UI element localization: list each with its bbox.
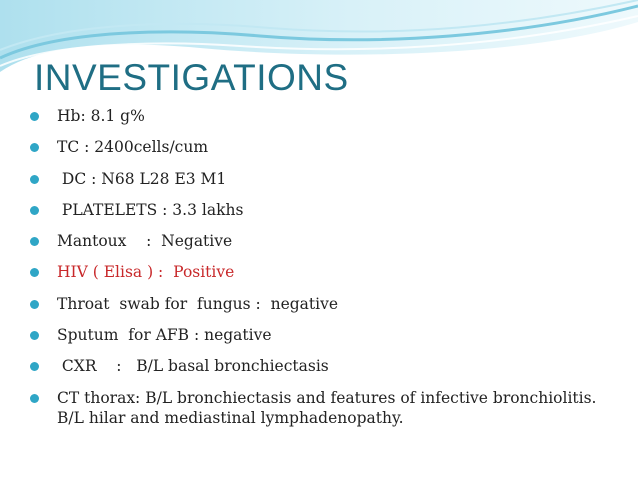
list-item bbox=[30, 356, 620, 376]
slide-title: INVESTIGATIONS bbox=[34, 57, 349, 98]
bullet-icon bbox=[30, 300, 39, 309]
item-text: Sputum for AFB : negative bbox=[57, 326, 272, 345]
list-item bbox=[30, 388, 622, 428]
list-item bbox=[30, 200, 620, 220]
bullet-icon bbox=[30, 112, 39, 121]
item-text: HIV ( Elisa ) : Positive bbox=[57, 263, 235, 282]
item-text: DC : N68 L28 E3 M1 bbox=[57, 169, 227, 188]
list-item-highlighted bbox=[30, 262, 620, 282]
bullet-icon bbox=[30, 331, 39, 340]
item-text: Hb: 8.1 g% bbox=[57, 107, 145, 125]
bullet-icon bbox=[30, 362, 39, 371]
investigation-list bbox=[30, 106, 620, 439]
item-text: Mantoux : Negative bbox=[57, 232, 233, 251]
bullet-icon bbox=[30, 206, 39, 215]
item-text: CT thorax: B/L bronchiectasis and features of infective bronchiolitis. B/L hilar and mediastinal lymphadenopathy. bbox=[57, 388, 602, 427]
bullet-icon bbox=[30, 237, 39, 246]
list-item bbox=[30, 325, 620, 345]
list-item bbox=[30, 231, 620, 251]
item-text: TC : 2400cells/cum bbox=[57, 138, 209, 157]
item-text: CXR : B/L basal bronchiectasis bbox=[57, 357, 329, 376]
bullet-icon bbox=[30, 175, 39, 184]
item-text: PLATELETS : 3.3 lakhs bbox=[57, 200, 244, 219]
item-text: Throat swab for fungus : negative bbox=[57, 294, 339, 313]
list-item bbox=[30, 106, 620, 126]
bullet-icon bbox=[30, 143, 39, 152]
list-item bbox=[30, 294, 620, 314]
bullet-icon bbox=[30, 394, 39, 403]
list-item bbox=[30, 169, 620, 189]
bullet-icon bbox=[30, 268, 39, 277]
list-item bbox=[30, 137, 620, 157]
